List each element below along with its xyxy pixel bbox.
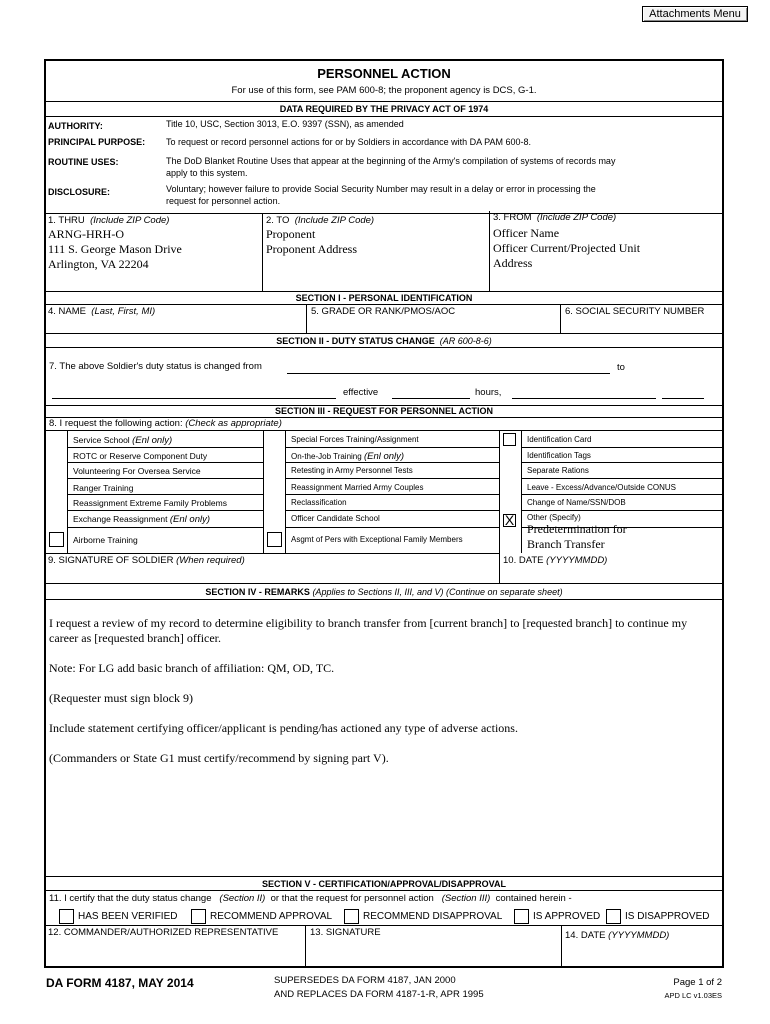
sig-label: 9. SIGNATURE OF SOLDIER: [48, 555, 174, 566]
checkbox-airborne[interactable]: [49, 532, 64, 547]
checkbox-recommend-disapproval[interactable]: [344, 909, 359, 924]
name-hint: (Last, First, MI): [91, 306, 156, 317]
option-reclassification: Reclassification: [291, 498, 347, 507]
from-block[interactable]: [493, 212, 721, 288]
page-number: Page 1 of 2: [673, 977, 722, 988]
from-hint: (Include ZIP Code): [536, 212, 617, 223]
section3-header: SECTION III - REQUEST FOR PERSONNEL ACTION: [274, 406, 494, 416]
supersedes-2: AND REPLACES DA FORM 4187-1-R, APR 1995: [274, 989, 484, 1000]
from-line2: Officer Current/Projected Unit: [493, 241, 641, 255]
option-exchange: Exchange Reassignment (Enl only): [73, 514, 211, 525]
from-label: 3. FROM: [493, 212, 532, 223]
to-label: 2. TO: [266, 215, 290, 226]
remarks-p2: Note: For LG add basic branch of affiliation: QM, OD, TC.: [49, 661, 335, 675]
sig-hint: (When required): [176, 555, 245, 566]
routine-text-2: apply to this system.: [166, 168, 248, 178]
disclosure-text-1: Voluntary; however failure to provide Social Security Number may result in a delay or error in processing the: [166, 184, 596, 194]
opt-disapproved-label: IS DISAPPROVED: [625, 911, 710, 922]
purpose-label: PRINCIPAL PURPOSE:: [48, 137, 146, 147]
status-from-field[interactable]: [287, 373, 610, 374]
remarks-p1b: career as [requested branch] officer.: [49, 631, 222, 645]
item11-label: 11. I certify that the duty status change (Section II) or that the request for personnel action (Section III) contained herein -: [49, 893, 572, 904]
other-value-line1: Predetermination for: [527, 522, 627, 536]
authority-label: AUTHORITY:: [48, 121, 103, 131]
option-rations: Separate Rations: [527, 466, 589, 475]
form-title: PERSONNEL ACTION: [317, 66, 451, 81]
sig13-label: 13. SIGNATURE: [310, 927, 381, 938]
option-oversea: Volunteering For Oversea Service: [73, 466, 201, 476]
checkbox-verified[interactable]: [59, 909, 74, 924]
checkbox-approved[interactable]: [514, 909, 529, 924]
status-to-label: to: [617, 362, 625, 373]
checkbox-recommend-approval[interactable]: [191, 909, 206, 924]
commander-label: 12. COMMANDER/AUTHORIZED REPRESENTATIVE: [48, 927, 279, 938]
checkbox-id-card[interactable]: [503, 433, 516, 446]
item7-label: 7. The above Soldier's duty status is changed from: [49, 361, 262, 372]
section4-hint: (Applies to Sections II, III, and V) (Continue on separate sheet): [312, 587, 563, 597]
to-block[interactable]: [266, 215, 486, 289]
date14-hint: (YYYYMMDD): [608, 930, 670, 941]
effective-date-field[interactable]: [392, 398, 470, 399]
soldier-signature-field[interactable]: [48, 555, 494, 581]
commander-field[interactable]: [48, 927, 302, 965]
from-line1: Officer Name: [493, 226, 560, 240]
item8-label: [49, 418, 282, 429]
section5-header: SECTION V - CERTIFICATION/APPROVAL/DISAPPROVAL: [261, 879, 506, 889]
commander-signature-field[interactable]: [310, 927, 558, 965]
remarks-p3: (Requester must sign block 9): [49, 691, 193, 705]
option-id-tags: Identification Tags: [527, 451, 591, 460]
option-ojt: On-the-Job Training (Enl only): [291, 451, 405, 462]
routine-label: ROUTINE USES:: [48, 157, 119, 167]
checkbox-disapproved[interactable]: [606, 909, 621, 924]
date14-label: 14. DATE: [565, 930, 606, 941]
grade-field[interactable]: [311, 306, 556, 332]
option-id-card: Identification Card: [527, 435, 592, 444]
to-line1: Proponent: [266, 227, 316, 241]
commander-date-field[interactable]: [565, 930, 721, 965]
other-value-line2: Branch Transfer: [527, 537, 605, 551]
option-reassign-family: Reassignment Extreme Family Problems: [73, 498, 227, 508]
section4-header: [44, 587, 724, 597]
option-married-couples: Reassignment Married Army Couples: [291, 483, 424, 492]
attachments-menu-button[interactable]: Attachments Menu: [642, 6, 748, 22]
thru-label: 1. THRU: [48, 215, 85, 226]
opt-approved-label: IS APPROVED: [533, 911, 601, 922]
option-retesting: Retesting in Army Personnel Tests: [291, 466, 413, 475]
item8-text: 8. I request the following action:: [49, 418, 183, 429]
privacy-header: DATA REQUIRED BY THE PRIVACY ACT OF 1974: [279, 104, 489, 114]
to-hint: (Include ZIP Code): [294, 215, 375, 226]
disclosure-text-2: request for personnel action.: [166, 196, 281, 206]
hours-field-2[interactable]: [662, 398, 704, 399]
opt-rec-disapproval-label: RECOMMEND DISAPPROVAL: [363, 911, 503, 922]
option-rotc: ROTC or Reserve Component Duty: [73, 451, 208, 461]
section2-title: SECTION II - DUTY STATUS CHANGE: [276, 336, 435, 346]
opt-verified-label: HAS BEEN VERIFIED: [78, 911, 178, 922]
routine-text-1: The DoD Blanket Routine Uses that appear at the beginning of the Army's compilation of systems of records may: [166, 156, 616, 166]
form-subtitle: For use of this form, see PAM 600-8; the proponent agency is DCS, G-1.: [231, 85, 537, 96]
hours-label: hours,: [475, 387, 502, 398]
section2-ref: (AR 600-8-6): [439, 336, 492, 346]
option-service-school: Service School (Enl only): [73, 435, 173, 446]
supersedes-1: SUPERSEDES DA FORM 4187, JAN 2000: [274, 975, 456, 986]
other-specify-value[interactable]: [527, 522, 627, 552]
remarks-p4: Include statement certifying officer/applicant is pending/has actioned any type of adverse actions.: [49, 721, 518, 735]
option-leave: Leave - Excess/Advance/Outside CONUS: [527, 483, 676, 492]
option-name-change: Change of Name/SSN/DOB: [527, 498, 626, 507]
checkbox-other[interactable]: X: [504, 512, 515, 528]
opt-rec-approval-label: RECOMMEND APPROVAL: [210, 911, 333, 922]
effective-label: effective: [343, 387, 379, 398]
ssn-field[interactable]: [565, 306, 721, 332]
disclosure-label: DISCLOSURE:: [48, 187, 111, 197]
date10-hint: (YYYYMMDD): [546, 555, 608, 566]
section4-title: SECTION IV - REMARKS: [205, 587, 310, 597]
option-special-forces: Special Forces Training/Assignment: [291, 435, 419, 444]
option-ranger: Ranger Training: [73, 483, 134, 493]
thru-line3: Arlington, VA 22204: [48, 257, 149, 271]
option-efmp: Asgmt of Pers with Exceptional Family Members: [291, 535, 463, 544]
thru-line2: 111 S. George Mason Drive: [48, 242, 182, 256]
thru-line1: ARNG-HRH-O: [48, 227, 124, 241]
thru-block[interactable]: [48, 215, 258, 289]
status-to-field[interactable]: [52, 398, 336, 399]
date10-label: 10. DATE: [503, 555, 544, 566]
remarks-field[interactable]: [49, 616, 721, 766]
name-label: 4. NAME: [48, 306, 87, 317]
form-id: DA FORM 4187, MAY 2014: [46, 976, 194, 990]
from-line3: Address: [493, 256, 533, 270]
section1-header: SECTION I - PERSONAL IDENTIFICATION: [295, 293, 473, 303]
grade-label: 5. GRADE OR RANK/PMOS/AOC: [311, 306, 456, 317]
purpose-text: To request or record personnel actions for or by Soldiers in accordance with DA PAM 600-8.: [166, 137, 532, 147]
item8-hint: (Check as appropriate): [185, 418, 282, 429]
hours-field-1[interactable]: [512, 398, 656, 399]
version: APD LC v1.03ES: [664, 991, 722, 1000]
section2-header: [44, 336, 724, 346]
name-field[interactable]: [48, 306, 303, 332]
remarks-p1a: I request a review of my record to determine eligibility to branch transfer from [current branch] to [requested branch] to continue my: [49, 616, 688, 630]
option-other: Other (Specify): [527, 513, 581, 522]
to-line2: Proponent Address: [266, 242, 357, 256]
option-airborne: Airborne Training: [73, 535, 138, 545]
checkbox-efmp[interactable]: [267, 532, 282, 547]
ssn-label: 6. SOCIAL SECURITY NUMBER: [565, 306, 705, 317]
remarks-p5: (Commanders or State G1 must certify/recommend by signing part V).: [49, 751, 389, 765]
option-ocs: Officer Candidate School: [291, 514, 380, 523]
soldier-date-field[interactable]: [503, 555, 721, 581]
authority-text: Title 10, USC, Section 3013, E.O. 9397 (SSN), as amended: [166, 119, 404, 129]
thru-hint: (Include ZIP Code): [90, 215, 170, 226]
